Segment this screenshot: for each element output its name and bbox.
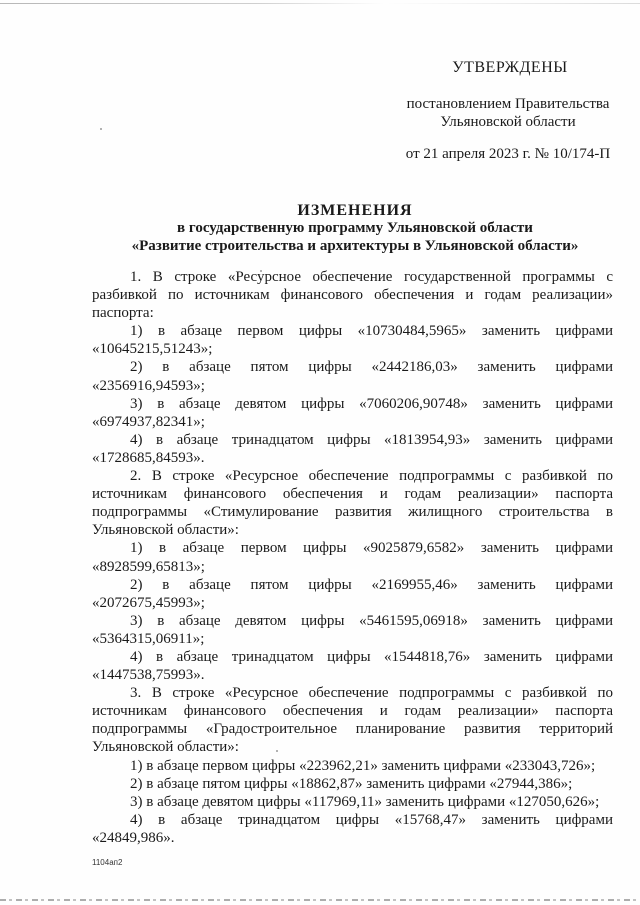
item-line: 1) в абзаце первом цифры «10730484,5965» заменить цифрами [130,323,613,340]
amendment-item [92,648,613,684]
approval-date: от 21 апреля 2023 г. № 10/174-П [405,146,611,162]
amendment-item [92,395,613,431]
item-line: 4) в абзаце тринадцатом цифры «1544818,76» заменить цифрами [130,648,613,665]
item-continuation: «24849,986». [92,829,175,846]
approval-by: постановлением Правительства [406,96,610,112]
amendment-item [92,757,613,775]
document-subtitle-line1: в государственную программу Ульяновской области [177,220,533,236]
item-continuation: «5364315,06911»; [92,630,205,647]
scan-speck [100,128,102,130]
item-line: 2) в абзаце пятом цифры «2442186,03» заменить цифрами [130,359,613,376]
item-continuation: «6974937,82341»; [92,413,205,430]
item-line: 1) в абзаце первом цифры «223962,21» заменить цифрами «233043,726»; [130,757,596,774]
amendment-item [92,775,613,793]
section-intro: 2. В строке «Ресурсное обеспечение подпрограммы с разбивкой по источникам финансового обеспечения и годам реализации» паспорта подпрограммы «Стимулирование развития жилищного строительства в Ульяновской области»: [92,468,613,539]
item-continuation: «2356916,94593»; [92,377,205,394]
amendment-item [92,612,613,648]
document-title: ИЗМЕНЕНИЯ [297,202,413,219]
amendment-item [92,539,613,575]
amendment-item [92,358,613,394]
item-line: 2) в абзаце пятом цифры «2169955,46» заменить цифрами [130,576,613,593]
footer-code: 1104ап2 [92,858,123,867]
item-line: 4) в абзаце тринадцатом цифры «15768,47» заменить цифрами [130,811,613,828]
approval-org: Ульяновской области [440,114,576,130]
section-intro: 1. В строке «Ресурсное обеспечение государственной программы с разбивкой по источникам финансового обеспечения и годам реализации» паспорта: [92,269,613,322]
amendment-item [92,431,613,467]
amendment-item [92,811,613,847]
item-line: 4) в абзаце тринадцатом цифры «1813954,93» заменить цифрами [130,431,613,448]
item-continuation: «1447538,75993». [92,667,205,684]
approval-title: УТВЕРЖДЕНЫ [452,59,568,76]
item-continuation: «1728685,84593». [92,449,205,466]
scan-edge-bottom [0,899,640,901]
item-line: 3) в абзаце девятом цифры «5461595,06918» заменить цифрами [130,612,613,629]
item-continuation: «2072675,45993»; [92,594,205,611]
section-intro: 3. В строке «Ресурсное обеспечение подпрограммы с разбивкой по источникам финансового обеспечения и годам реализации» паспорта подпрограммы «Градостроительное планирование развития территорий Ульяновской области»: [92,685,613,756]
item-line: 2) в абзаце пятом цифры «18862,87» заменить цифрами «27944,386»; [130,775,573,792]
scan-edge-top [0,3,640,4]
document-subtitle-line2: «Развитие строительства и архитектуры в Ульяновской области» [131,238,579,254]
amendment-item [92,322,613,358]
amendment-item [92,576,613,612]
amendment-item [92,793,613,811]
item-continuation: «10645215,51243»; [92,341,213,358]
item-line: 1) в абзаце первом цифры «9025879,6582» заменить цифрами [130,540,613,557]
item-line: 3) в абзаце девятом цифры «117969,11» заменить цифрами «127050,626»; [130,793,600,810]
item-continuation: «8928599,65813»; [92,558,205,575]
item-line: 3) в абзаце девятом цифры «7060206,90748» заменить цифрами [130,395,613,412]
document-body [92,268,613,847]
